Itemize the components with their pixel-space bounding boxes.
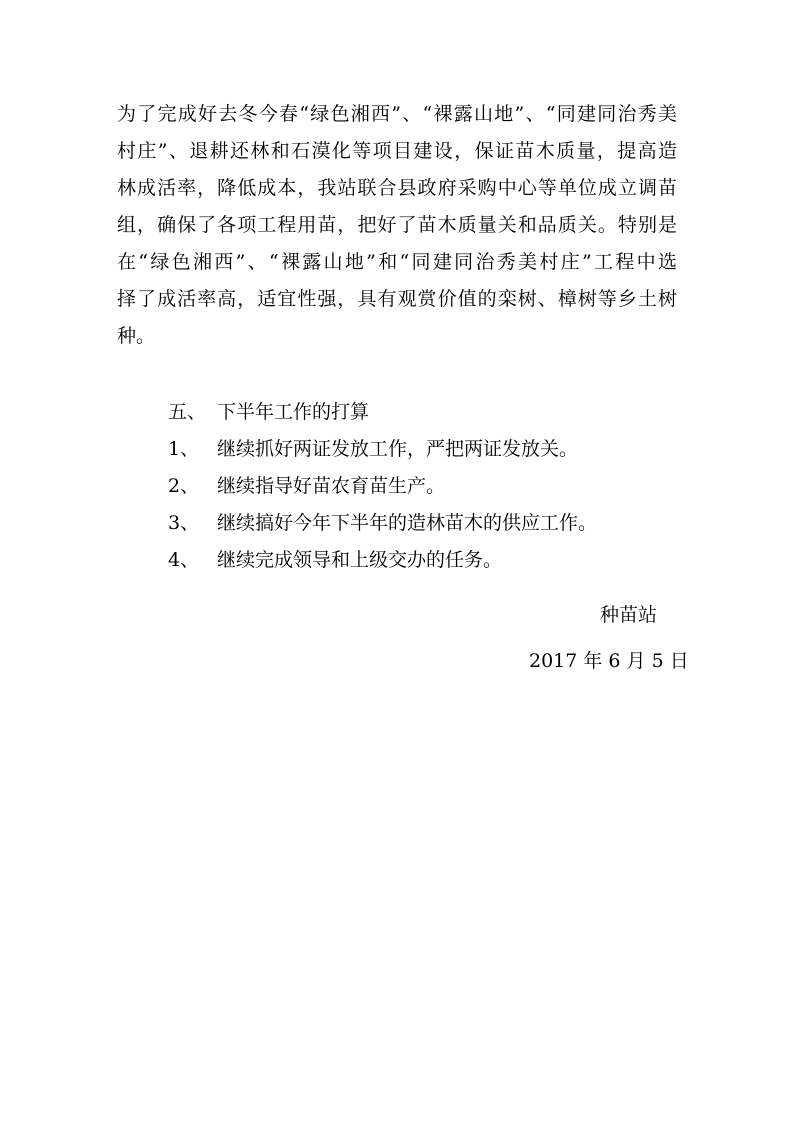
list-item [168,470,445,503]
list-item-text: 继续完成领导和上级交办的任务。 [217,549,503,571]
list-item [168,507,597,540]
paragraph-line: 择了成活率高，适宜性强，具有观赏价值的栾树、樟树等乡土树 [117,288,677,310]
list-item [168,433,578,466]
list-item-text: 继续搞好今年下半年的造林苗木的供应工作。 [217,512,598,534]
paragraph-line: 种。 [117,325,156,347]
section-number: 五、 [168,401,207,423]
paragraph-line: 林成活率，降低成本，我站联合县政府采购中心等单位成立调苗 [117,177,677,199]
paragraph-line: 在“绿色湘西”、“裸露山地”和“同建同治秀美村庄”工程中选 [117,251,677,273]
signature-date: 2017 年 6 月 5 日 [529,650,689,672]
section-title: 下半年工作的打算 [217,401,370,423]
section-heading [168,396,369,429]
paragraph-line: 村庄”、退耕还林和石漠化等项目建设，保证苗木质量，提高造 [117,140,677,162]
list-item-number: 3、 [168,512,200,534]
list-item-number: 1、 [168,438,200,460]
list-item-text: 继续抓好两证发放工作，严把两证发放关。 [217,438,579,460]
list-item-number: 4、 [168,549,200,571]
list-item-text: 继续指导好苗农育苗生产。 [217,475,446,497]
list-item-number: 2、 [168,475,200,497]
list-item [168,544,502,577]
paragraph-line: 组，确保了各项工程用苗，把好了苗木质量关和品质关。特别是 [117,214,677,236]
body-paragraph [117,98,677,353]
paragraph-line: 为了完成好去冬今春“绿色湘西”、“裸露山地”、“同建同治秀美 [117,103,677,125]
signature-organization: 种苗站 [600,604,658,626]
